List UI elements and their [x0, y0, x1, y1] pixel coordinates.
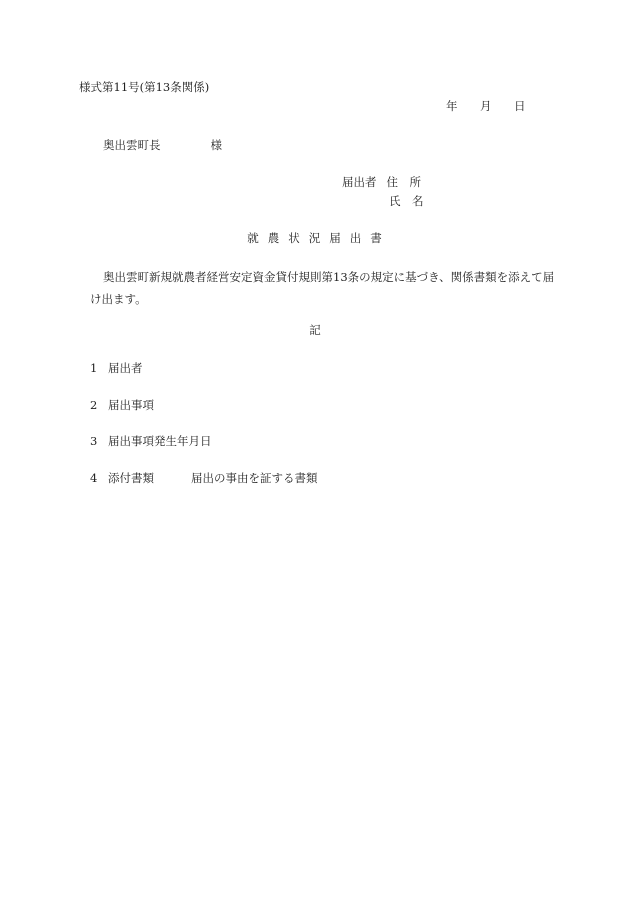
- item-number: 4: [90, 471, 98, 485]
- addressee-honorific: 様: [210, 138, 222, 152]
- date-year-label: 年: [446, 99, 458, 113]
- ki-heading: 記: [309, 323, 321, 337]
- item-label: 届出事項: [108, 398, 154, 412]
- name-label: 氏 名: [389, 194, 424, 208]
- item-number: 3: [90, 434, 98, 448]
- document-title: 就農状況届出書: [247, 231, 391, 245]
- form-number: 様式第11号(第13条関係): [79, 80, 210, 94]
- item-label: 届出事項発生年月日: [108, 434, 212, 448]
- item-number: 1: [90, 361, 98, 375]
- attachment-detail: 届出の事由を証する書類: [191, 471, 318, 485]
- addressee-title: 奥出雲町長: [103, 138, 161, 152]
- address-label: 住 所: [386, 175, 421, 189]
- item-label: 添付書類: [108, 471, 154, 485]
- notifier-address-line: [342, 175, 421, 189]
- notifier-label: 届出者: [342, 175, 377, 189]
- list-item: [90, 361, 143, 375]
- list-item: [90, 398, 154, 412]
- list-item: [90, 434, 212, 448]
- item-label: 届出者: [108, 361, 143, 375]
- date-day-label: 日: [514, 99, 526, 113]
- date-line: [446, 99, 526, 113]
- date-month-label: 月: [480, 99, 492, 113]
- body-paragraph: 奥出雲町新規就農者経営安定資金貸付規則第13条の規定に基づき、関係書類を添えて届け出ます。: [90, 270, 555, 306]
- item-number: 2: [90, 398, 98, 412]
- addressee: [103, 138, 222, 152]
- notifier-name-line: [389, 194, 424, 208]
- list-item: [90, 471, 318, 485]
